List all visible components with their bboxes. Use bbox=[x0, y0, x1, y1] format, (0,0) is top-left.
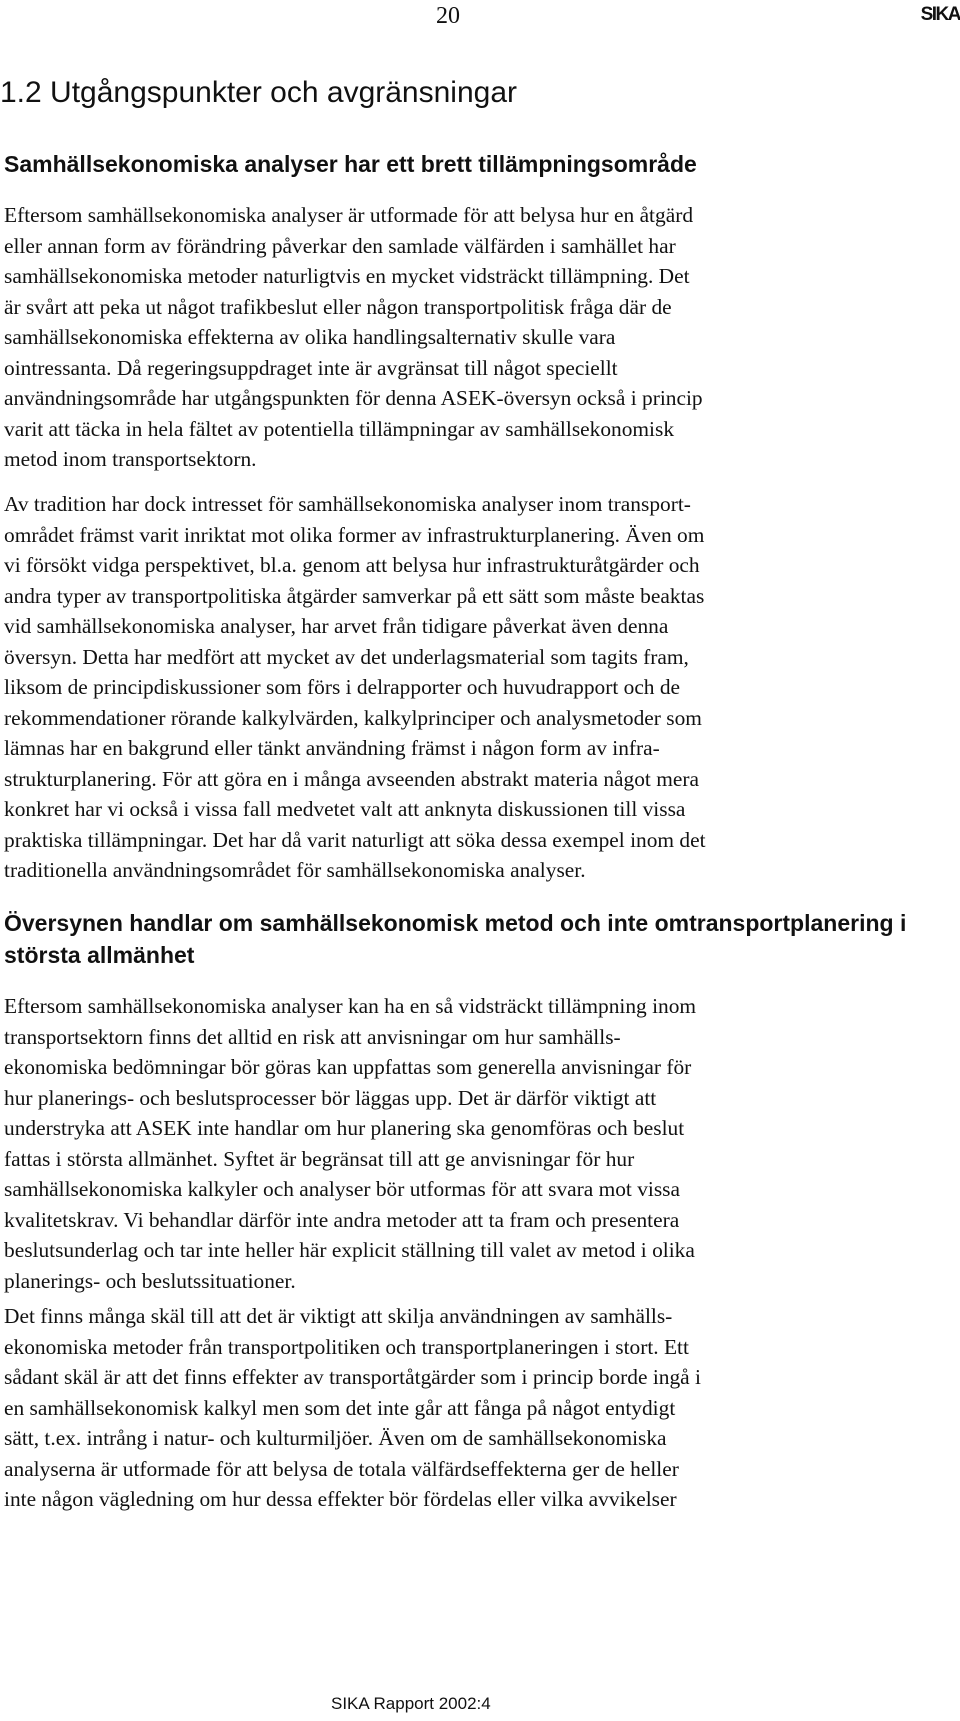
publisher-running-head: SIKA bbox=[920, 4, 960, 25]
text-line: Översynen handlar om samhällsekonomisk metod och inte om bbox=[4, 910, 690, 936]
text-line: sätt, t.ex. intrång i natur- och kulturmiljöer. Även om de samhällsekonomiska bbox=[4, 1426, 667, 1450]
report-footer: SIKA Rapport 2002:4 bbox=[331, 1694, 491, 1713]
text-line: samhällsekonomiska metoder naturligtvis en mycket vidsträckt tillämpning. Det bbox=[4, 264, 690, 288]
paragraph-scope-2 bbox=[4, 489, 904, 886]
text-line: praktiska tillämpningar. Det har då varit naturligt att söka dessa exempel inom det bbox=[4, 827, 706, 852]
text-line: Eftersom samhällsekonomiska analyser är utformade för att belysa hur en åtgärd bbox=[4, 203, 694, 227]
text-line: vi försökt vidga perspektivet, bl.a. genom att belysa hur infrastrukturåtgärder och bbox=[4, 553, 700, 577]
text-line: samhällsekonomiska kalkyler och analyser bör utformas för att svara mot vissa bbox=[4, 1177, 680, 1201]
text-line: varit att täcka in hela fältet av potentiella tillämpningar av samhällsekonomisk bbox=[4, 416, 675, 441]
subsection-heading-scope: Samhällsekonomiska analyser har ett brett tillämpningsområde bbox=[4, 151, 697, 177]
text-line: samhällsekonomiska effekterna av olika handlingsalternativ skulle vara bbox=[4, 325, 616, 349]
text-line: området främst varit inriktat mot olika former av infrastrukturplanering. Även om bbox=[4, 522, 705, 547]
text-line: ekonomiska bedömningar bör göras kan uppfattas som generella anvisningar för bbox=[4, 1055, 692, 1079]
text-line: transportplanering i största allmänhet bbox=[4, 910, 907, 968]
text-line: ekonomiska metoder från transportpolitiken och transportplaneringen i stort. Ett bbox=[4, 1334, 689, 1359]
text-line: Av tradition har dock intresset för samhällsekonomiska analyser inom transport- bbox=[4, 492, 691, 516]
subsection-heading-method bbox=[4, 907, 944, 971]
text-line: Eftersom samhällsekonomiska analyser kan ha en så vidsträckt tillämpning inom bbox=[4, 994, 697, 1018]
text-line: fattas i största allmänhet. Syftet är begränsat till att ge anvisningar för hur bbox=[4, 1146, 635, 1171]
text-line: strukturplanering. För att göra en i många avseenden abstrakt materia något mera bbox=[4, 766, 699, 791]
text-line: inte någon vägledning om hur dessa effekter bör fördelas eller vilka avvikelser bbox=[4, 1487, 677, 1511]
text-line: andra typer av transportpolitiska åtgärder samverkar på ett sätt som måste beaktas bbox=[4, 583, 705, 608]
text-line: Det finns många skäl till att det är viktigt att skilja användningen av samhälls- bbox=[4, 1304, 673, 1328]
text-line: är svårt att peka ut något trafikbeslut eller någon transportpolitisk fråga där de bbox=[4, 294, 672, 319]
text-line: kvalitetskrav. Vi behandlar därför inte andra metoder att ta fram och presentera bbox=[4, 1207, 680, 1232]
paragraph-method-1 bbox=[4, 991, 904, 1296]
text-line: understryka att ASEK inte handlar om hur planering ska genomföras och beslut bbox=[4, 1116, 685, 1140]
text-line: konkret har vi också i vissa fall medvetet valt att anknyta diskussionen till vissa bbox=[4, 797, 686, 821]
text-line: liksom de principdiskussioner som förs i delrapporter och huvudrapport och de bbox=[4, 675, 681, 699]
section-title: 1.2 Utgångspunkter och avgränsningar bbox=[0, 76, 518, 109]
text-line: beslutsunderlag och tar inte heller här explicit ställning till valet av metod i olika bbox=[4, 1238, 695, 1262]
text-line: sådant skäl är att det finns effekter av transportåtgärder som i princip borde ingå i bbox=[4, 1365, 701, 1389]
text-line: användningsområde har utgångspunkten för denna ASEK-översyn också i princip bbox=[4, 386, 703, 410]
text-line: analyserna är utformade för att belysa de totala välfärdseffekterna ger de heller bbox=[4, 1456, 679, 1481]
text-line: en samhällsekonomisk kalkyl men som det inte går att fånga på något entydigt bbox=[4, 1395, 676, 1420]
text-line: transportsektorn finns det alltid en risk att anvisningar om hur samhälls- bbox=[4, 1024, 621, 1049]
text-line: traditionella användningsområdet för samhällsekonomiska analyser. bbox=[4, 858, 586, 882]
text-line: metod inom transportsektorn. bbox=[4, 447, 257, 471]
text-line: vid samhällsekonomiska analyser, har arvet från tidigare påverkat även denna bbox=[4, 614, 669, 638]
text-line: rekommendationer rörande kalkylvärden, kalkylprinciper och analysmetoder som bbox=[4, 705, 702, 730]
text-line: planerings- och beslutssituationer. bbox=[4, 1268, 296, 1293]
paragraph-scope-1 bbox=[4, 200, 904, 475]
paragraph-method-2 bbox=[4, 1301, 904, 1515]
text-line: översyn. Detta har medfört att mycket av det underlagsmaterial som tagits fram, bbox=[4, 644, 689, 669]
text-line: hur planerings- och beslutsprocesser bör läggas upp. Det är därför viktigt att bbox=[4, 1085, 657, 1110]
text-line: ointressanta. Då regeringsuppdraget inte är avgränsat till något speciellt bbox=[4, 355, 618, 380]
text-line: eller annan form av förändring påverkar den samlade välfärden i samhället har bbox=[4, 233, 676, 258]
page-number: 20 bbox=[436, 3, 460, 29]
text-line: lämnas har en bakgrund eller tänkt användning främst i någon form av infra- bbox=[4, 736, 660, 760]
